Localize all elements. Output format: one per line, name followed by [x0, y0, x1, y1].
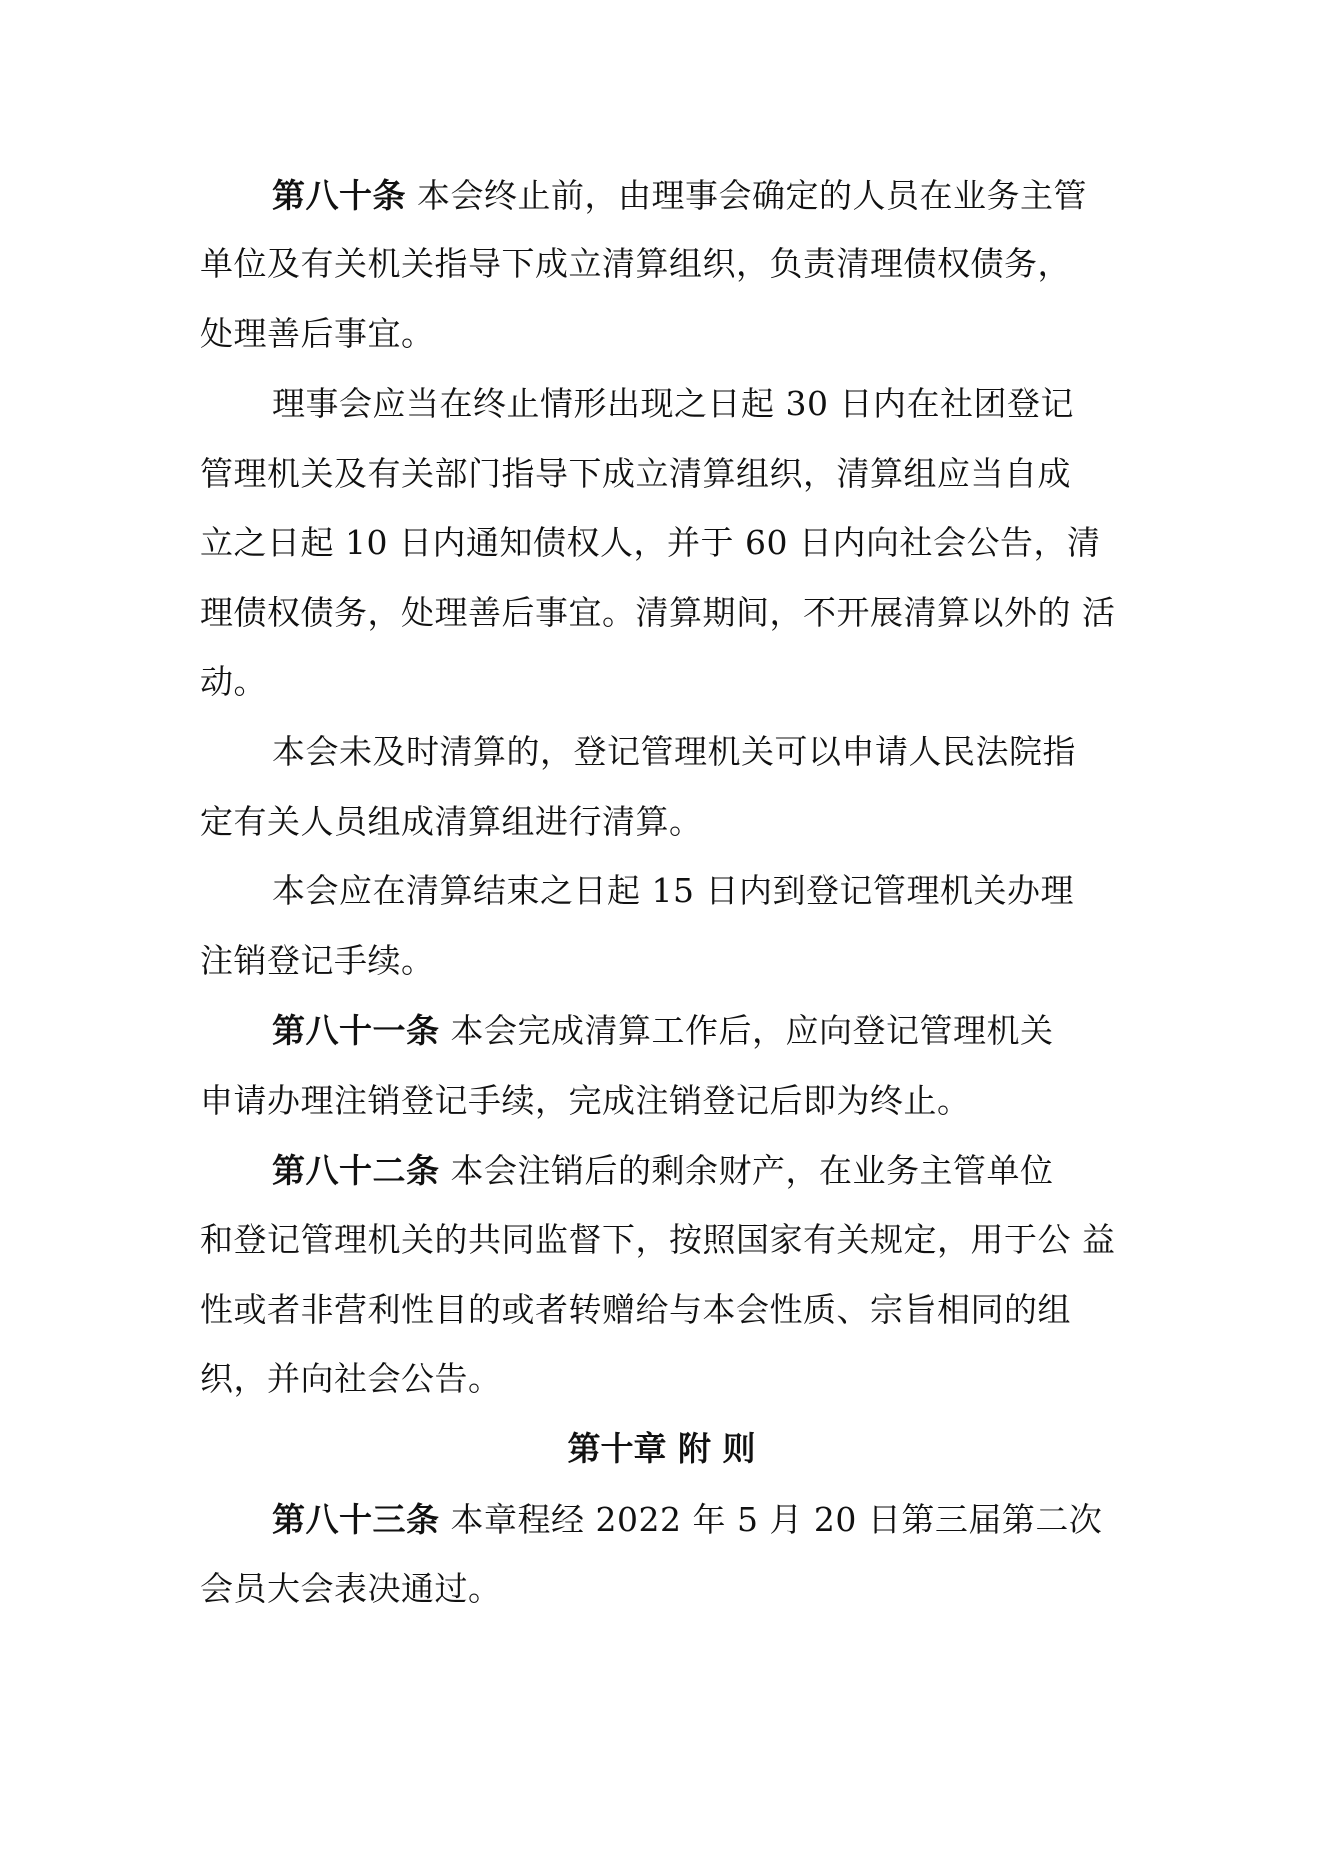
article-80-text: 本会终止前，由理事会确定的人员在业务主管	[417, 176, 1087, 215]
chapter-10-heading: 第十章 附 则	[567, 1429, 756, 1468]
paragraph-liquidation-line-2: 管理机关及有关部门指导下成立清算组织，清算组应当自成	[200, 454, 1071, 493]
article-81-line-2: 申请办理注销登记手续，完成注销登记后即为终止。	[200, 1081, 971, 1120]
article-82-line-1	[272, 1151, 1054, 1191]
paragraph-court-line-2: 定有关人员组成清算组进行清算。	[200, 802, 703, 841]
article-81-text: 本会完成清算工作后，应向登记管理机关	[450, 1011, 1054, 1050]
article-80-line-1	[272, 176, 1087, 216]
paragraph-deregister-line-1: 本会应在清算结束之日起 15 日内到登记管理机关办理	[272, 871, 1074, 910]
article-80-line-3: 处理善后事宜。	[200, 314, 435, 353]
article-82-line-3: 性或者非营利性目的或者转赠给与本会性质、宗旨相同的组	[200, 1290, 1071, 1329]
article-82-text: 本会注销后的剩余财产，在业务主管单位	[450, 1151, 1054, 1190]
article-80-heading: 第八十条	[272, 176, 406, 215]
article-83-text: 本章程经 2022 年 5 月 20 日第三届第二次	[450, 1500, 1103, 1539]
article-82-heading: 第八十二条	[272, 1151, 440, 1190]
paragraph-liquidation-line-1: 理事会应当在终止情形出现之日起 30 日内在社团登记	[272, 384, 1074, 423]
article-80-line-2: 单位及有关机关指导下成立清算组织，负责清理债权债务，	[200, 244, 1071, 283]
article-81-line-1	[272, 1011, 1054, 1051]
article-82-line-4: 织，并向社会公告。	[200, 1359, 502, 1398]
paragraph-liquidation-line-3: 立之日起 10 日内通知债权人，并于 60 日内向社会公告，清	[200, 523, 1101, 562]
article-81-heading: 第八十一条	[272, 1011, 440, 1050]
paragraph-court-line-1: 本会未及时清算的，登记管理机关可以申请人民法院指	[272, 732, 1076, 771]
paragraph-liquidation-line-5: 动。	[200, 662, 267, 701]
article-82-line-2: 和登记管理机关的共同监督下，按照国家有关规定，用于公 益	[200, 1220, 1116, 1259]
article-83-heading: 第八十三条	[272, 1500, 440, 1539]
article-83-line-1	[272, 1500, 1102, 1540]
article-83-line-2: 会员大会表决通过。	[200, 1569, 502, 1608]
paragraph-liquidation-line-4: 理债权债务，处理善后事宜。清算期间，不开展清算以外的 活	[200, 593, 1116, 632]
paragraph-deregister-line-2: 注销登记手续。	[200, 941, 435, 980]
